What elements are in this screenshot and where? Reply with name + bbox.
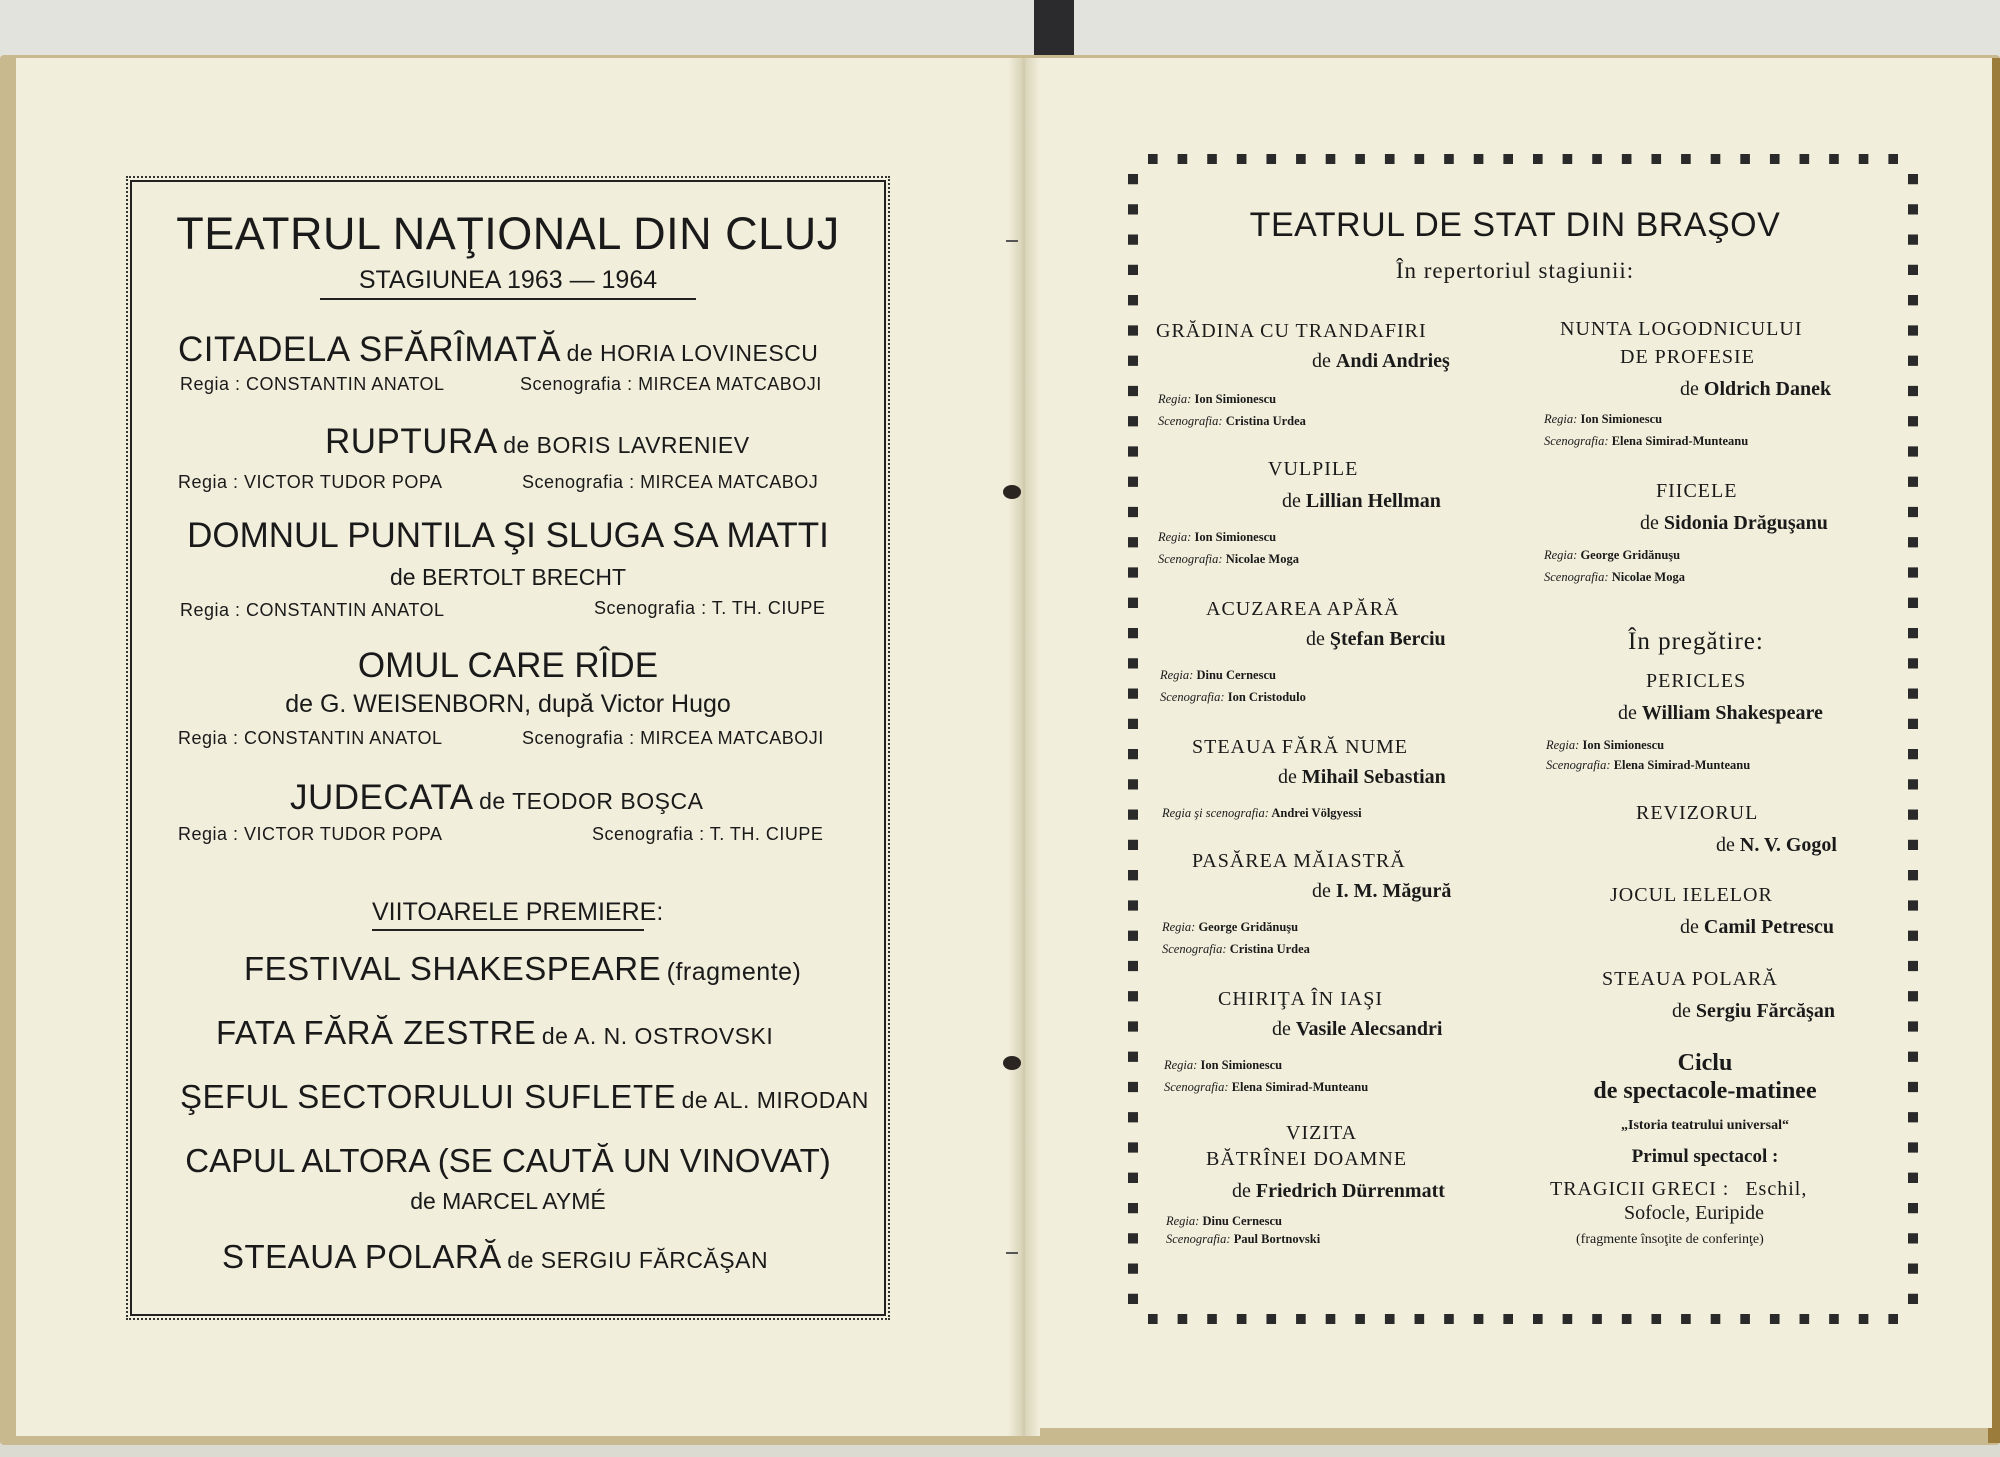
play-title: DOMNUL PUNTILA ŞI SLUGA SA MATTI (187, 516, 829, 555)
play-regia (1544, 548, 1680, 563)
play-author (1680, 916, 1834, 939)
premiere-author: de SERGIU FĂRCĂŞAN (507, 1247, 769, 1273)
author-name: N. V. Gogol (1739, 834, 1837, 856)
premiere-line (244, 950, 801, 988)
premiere-line (180, 1078, 869, 1116)
premiere-line (222, 1238, 768, 1276)
credit-label: Regia: (1164, 1058, 1198, 1072)
play-author (1232, 1180, 1445, 1203)
play-scenografia (1158, 552, 1299, 567)
author-name: Lillian Hellman (1305, 490, 1441, 512)
author-prefix: de (1282, 490, 1301, 512)
play-scenografia (1166, 1232, 1320, 1247)
play-title: PERICLES (1646, 670, 1747, 692)
play-author (1640, 512, 1828, 535)
cycle-tragic-names: Sofocle, Euripide (1624, 1202, 1764, 1224)
play-title: JUDECATA (290, 778, 474, 817)
cycle-tragic-names: Eschil, (1745, 1178, 1808, 1200)
play-author: de TEODOR BOŞCA (479, 788, 704, 814)
play-title: RUPTURA (325, 422, 498, 461)
play-title: CITADELA SFĂRÎMATĂ (178, 330, 562, 369)
play-scenografia: Scenografia : MIRCEA MATCABOJ (522, 472, 819, 492)
play-scenografia (1544, 434, 1748, 449)
season-label: STAGIUNEA 1963 — 1964 (320, 266, 696, 300)
binding-stitch (1003, 485, 1021, 499)
credit-value: Elena Simirad-Munteanu (1611, 434, 1749, 448)
author-name: Friedrich Dürrenmatt (1255, 1180, 1445, 1202)
play-author (1306, 628, 1446, 651)
credit-value: George Gridănuşu (1198, 920, 1299, 934)
play-regia: Regia : CONSTANTIN ANATOL (178, 728, 443, 748)
play-regia (1166, 1214, 1282, 1229)
left-page-title: TEATRUL NAŢIONAL DIN CLUJ (176, 208, 840, 259)
play-author: de G. WEISENBORN, după Victor Hugo (285, 690, 731, 718)
play-regia (1546, 738, 1664, 753)
play-title: NUNTA LOGODNICULUI (1560, 318, 1803, 340)
credit-label: Scenografia: (1166, 1232, 1231, 1246)
play-title-line (178, 330, 818, 370)
play-scenografia (1160, 690, 1306, 705)
author-prefix: de (1312, 350, 1331, 372)
author-prefix: de (1312, 880, 1331, 902)
play-scenografia: Scenografia : MIRCEA MATCABOJI (522, 728, 824, 748)
play-regia (1160, 668, 1276, 683)
play-scenografia: Scenografia : T. TH. CIUPE (592, 824, 824, 844)
play-title: JOCUL IELELOR (1610, 884, 1773, 906)
author-prefix: de (1306, 628, 1325, 650)
credit-label: Regia: (1166, 1214, 1200, 1228)
play-regia (1158, 530, 1276, 545)
cycle-title: Ciclu (1677, 1050, 1733, 1076)
play-title-line (325, 422, 750, 462)
credit-value: Dinu Cernescu (1196, 668, 1276, 682)
play-scenografia (1162, 942, 1310, 957)
play-scenografia: Scenografia : T. TH. CIUPE (594, 598, 826, 618)
credit-label: Scenografia: (1544, 570, 1609, 584)
cycle-tragic-label: TRAGICII GRECI : (1550, 1178, 1730, 1200)
credit-label: Scenografia: (1160, 690, 1225, 704)
right-page-title: TEATRUL DE STAT DIN BRAŞOV (1249, 206, 1781, 244)
play-title: OMUL CARE RÎDE (357, 646, 659, 685)
credit-value: Nicolae Moga (1225, 552, 1299, 566)
author-name: William Shakespeare (1641, 702, 1823, 724)
credit-label: Scenografia: (1158, 552, 1223, 566)
premiere-author: de AL. MIRODAN (681, 1087, 869, 1113)
cycle-subtitle: de spectacole-matinee (1593, 1078, 1817, 1104)
author-name: Ştefan Berciu (1329, 628, 1446, 650)
play-title-line2: DE PROFESIE (1620, 346, 1755, 368)
right-page-subtitle: În repertoriul stagiunii: (1395, 258, 1635, 283)
play-title: STEAUA FĂRĂ NUME (1192, 736, 1409, 758)
play-author (1716, 834, 1837, 857)
credit-value: Nicolae Moga (1611, 570, 1685, 584)
credit-label: Regia: (1162, 920, 1196, 934)
credit-value: George Gridănuşu (1580, 548, 1681, 562)
author-prefix: de (1716, 834, 1735, 856)
book-gutter (1008, 58, 1040, 1436)
premiere-author: de A. N. OSTROVSKI (541, 1023, 774, 1049)
premiere-line (216, 1014, 773, 1052)
premiere-title: STEAUA POLARĂ (222, 1238, 502, 1275)
premiere-author: de MARCEL AYMÉ (410, 1188, 606, 1214)
play-author (1312, 350, 1450, 373)
play-scenografia (1546, 758, 1750, 773)
play-regia (1158, 392, 1276, 407)
author-prefix: de (1272, 1018, 1291, 1040)
play-regia (1164, 1058, 1282, 1073)
credit-label: Regia: (1544, 548, 1578, 562)
credit-label: Regia: (1158, 530, 1192, 544)
premiere-title: FESTIVAL SHAKESPEARE (244, 950, 662, 987)
credit-label: Regia: (1544, 412, 1578, 426)
credit-label: Regia: (1158, 392, 1192, 406)
credit-label: Regia: (1160, 668, 1194, 682)
play-author (1278, 766, 1446, 789)
play-regia (1162, 920, 1298, 935)
credit-value: Cristina Urdea (1225, 414, 1306, 428)
premiere-author: (fragmente) (666, 958, 802, 986)
play-author (1680, 378, 1831, 401)
credit-value: Andrei Völgyessi (1271, 806, 1362, 820)
credit-label: Scenografia: (1544, 434, 1609, 448)
play-title: CHIRIŢA ÎN IAŞI (1218, 988, 1383, 1010)
play-title: FIICELE (1656, 480, 1738, 502)
author-name: I. M. Măgură (1335, 880, 1452, 902)
play-author (1312, 880, 1451, 903)
credit-label: Scenografia: (1164, 1080, 1229, 1094)
author-name: Andi Andrieş (1335, 350, 1450, 372)
author-name: Camil Petrescu (1703, 916, 1835, 938)
author-prefix: de (1680, 378, 1699, 400)
credit-value: Cristina Urdea (1229, 942, 1310, 956)
play-regia (1162, 806, 1362, 821)
credit-label: Scenografia: (1162, 942, 1227, 956)
premiere-title: ŞEFUL SECTORULUI SUFLETE (180, 1078, 677, 1115)
credit-label: Scenografia: (1546, 758, 1611, 772)
background-strip (0, 0, 2000, 58)
author-name: Sidonia Drăguşanu (1663, 512, 1828, 534)
play-title: PASĂREA MĂIASTRĂ (1192, 850, 1406, 872)
author-prefix: de (1640, 512, 1659, 534)
play-regia: Regia : CONSTANTIN ANATOL (180, 600, 445, 620)
binding-mark (1006, 1252, 1018, 1254)
play-author (1282, 490, 1441, 513)
credit-value: Ion Simionescu (1200, 1058, 1283, 1072)
binding-stitch (1003, 1056, 1021, 1070)
author-name: Mihail Sebastian (1301, 766, 1446, 788)
play-author (1272, 1018, 1442, 1041)
credit-value: Dinu Cernescu (1202, 1214, 1282, 1228)
credit-value: Paul Bortnovski (1233, 1232, 1321, 1246)
play-author: de BORIS LAVRENIEV (503, 432, 750, 458)
premiere-title: FATA FĂRĂ ZESTRE (216, 1014, 537, 1051)
play-regia (1544, 412, 1662, 427)
play-title-line (290, 778, 703, 818)
play-title: VULPILE (1268, 458, 1359, 480)
play-regia: Regia : VICTOR TUDOR POPA (178, 824, 443, 844)
play-author: de BERTOLT BRECHT (389, 564, 627, 590)
author-prefix: de (1680, 916, 1699, 938)
play-author: de HORIA LOVINESCU (566, 340, 819, 366)
author-name: Sergiu Fărcăşan (1695, 1000, 1835, 1022)
author-prefix: de (1618, 702, 1637, 724)
cycle-note: (fragmente însoţite de conferinţe) (1576, 1232, 1764, 1247)
premiere-title: CAPUL ALTORA (SE CAUTĂ UN VINOVAT) (185, 1142, 831, 1179)
premieres-heading: VIITOARELE PREMIERE: (372, 898, 644, 931)
play-title: GRĂDINA CU TRANDAFIRI (1156, 320, 1427, 342)
credit-value: Ion Simionescu (1582, 738, 1665, 752)
play-scenografia (1158, 414, 1306, 429)
credit-label: Regia şi scenografia: (1162, 806, 1269, 820)
credit-value: Elena Simirad-Munteanu (1231, 1080, 1369, 1094)
cycle-first-show: Primul spectacol : (1631, 1146, 1779, 1167)
cycle-tragic-line (1550, 1178, 1807, 1201)
book-edge (1034, 0, 1074, 58)
play-scenografia (1544, 570, 1685, 585)
play-scenografia (1164, 1080, 1368, 1095)
author-prefix: de (1672, 1000, 1691, 1022)
author-name: Oldrich Danek (1703, 378, 1832, 400)
cycle-quote: „Istoria teatrului universal“ (1621, 1118, 1789, 1133)
play-title: VIZITA (1286, 1122, 1358, 1144)
credit-value: Ion Simionescu (1580, 412, 1663, 426)
credit-label: Scenografia: (1158, 414, 1223, 428)
credit-value: Ion Cristodulo (1227, 690, 1306, 704)
author-prefix: de (1278, 766, 1297, 788)
play-title: ACUZAREA APĂRĂ (1206, 598, 1400, 620)
play-title-line2: BĂTRÎNEI DOAMNE (1206, 1148, 1408, 1170)
play-author (1618, 702, 1823, 725)
play-title: STEAUA POLARĂ (1602, 968, 1778, 990)
credit-value: Ion Simionescu (1194, 530, 1277, 544)
credit-value: Elena Simirad-Munteanu (1613, 758, 1751, 772)
in-preparation-heading: În pregătire: (1628, 628, 1764, 655)
play-regia: Regia : CONSTANTIN ANATOL (180, 374, 445, 394)
play-regia: Regia : VICTOR TUDOR POPA (178, 472, 443, 492)
play-author (1672, 1000, 1835, 1023)
play-title: REVIZORUL (1636, 802, 1759, 824)
play-scenografia: Scenografia : MIRCEA MATCABOJI (520, 374, 822, 394)
credit-label: Regia: (1546, 738, 1580, 752)
author-name: Vasile Alecsandri (1295, 1018, 1443, 1040)
credit-value: Ion Simionescu (1194, 392, 1277, 406)
author-prefix: de (1232, 1180, 1251, 1202)
binding-mark (1006, 240, 1018, 242)
